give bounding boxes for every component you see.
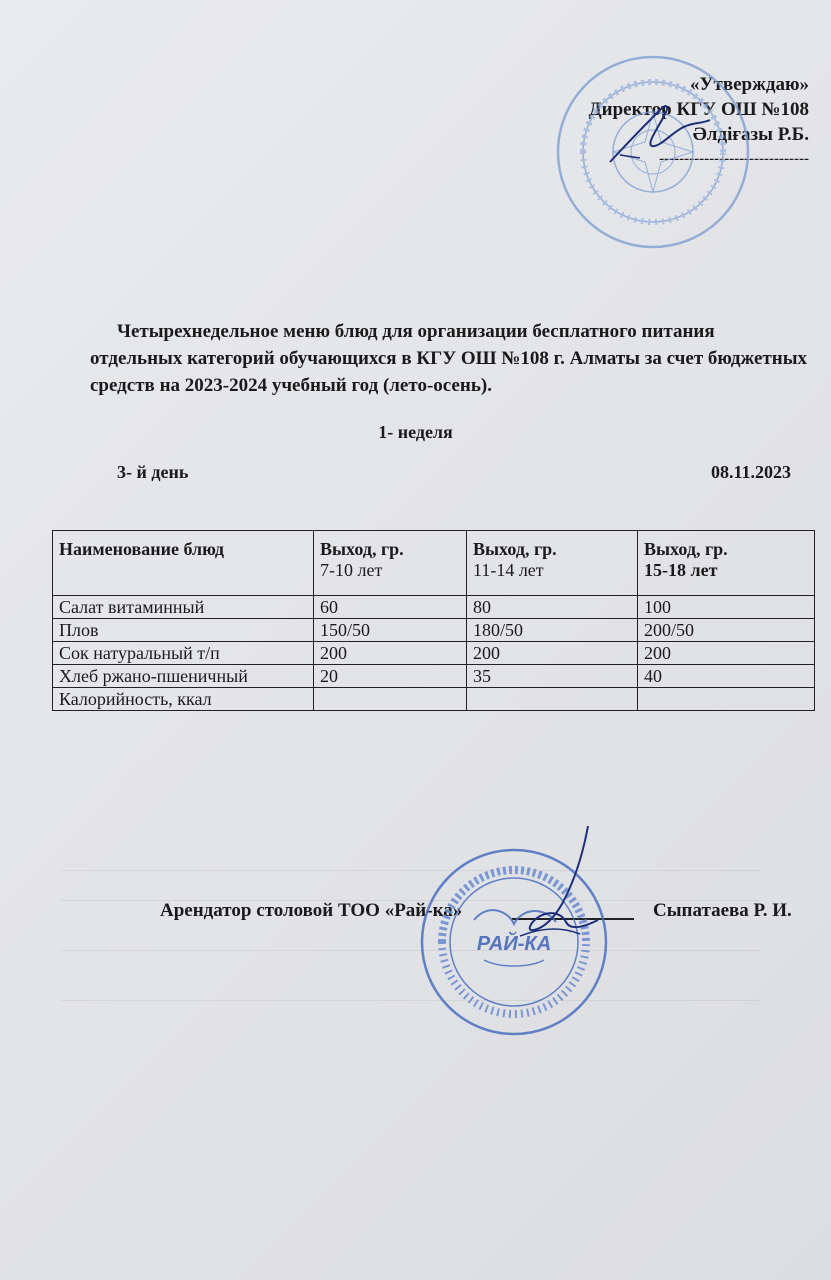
director-signature [600, 100, 720, 170]
approval-heading: «Утверждаю» [690, 74, 809, 95]
page-title: Четырехнедельное меню блюд для организации бесплатного питания отдельных категорий обучающихся в КГУ ОШ №108 г. Алматы за счет бюджетных средств на 2023-2024 учебный год (лето-осень). [90, 321, 808, 396]
table-row [53, 688, 815, 711]
table-row [53, 665, 815, 688]
output-15-18 [638, 688, 815, 711]
dish-name: Хлеб ржано-пшеничный [53, 665, 314, 688]
output-7-10: 20 [314, 665, 467, 688]
approval-position: Директор КГУ ОШ №108 [588, 99, 809, 120]
output-15-18: 200/50 [638, 619, 815, 642]
header-text: Выход, гр. [644, 539, 728, 559]
table-row [53, 596, 815, 619]
day-label: 3- й день [117, 462, 189, 482]
header-dish-name [53, 531, 314, 596]
output-11-14: 35 [467, 665, 638, 688]
output-11-14: 200 [467, 642, 638, 665]
output-11-14: 80 [467, 596, 638, 619]
header-output-15-18 [638, 531, 815, 596]
dish-name: Калорийность, ккал [53, 688, 314, 711]
dish-name: Сок натуральный т/п [53, 642, 314, 665]
table-row [53, 642, 815, 665]
approval-signature-line: ------------------------------ [659, 151, 809, 167]
dish-name: Плов [53, 619, 314, 642]
header-subtext: 7-10 лет [320, 560, 383, 580]
menu-date: 08.11.2023 [710, 462, 791, 482]
week-label: 1- неделя [378, 422, 453, 442]
output-7-10: 150/50 [314, 619, 467, 642]
header-text: Выход, гр. [320, 539, 404, 559]
output-15-18: 40 [638, 665, 815, 688]
output-7-10 [314, 688, 467, 711]
company-seal-text: РАЙ-КА [476, 933, 552, 955]
table-header-row [53, 531, 815, 596]
output-15-18: 200 [638, 642, 815, 665]
output-7-10: 60 [314, 596, 467, 619]
dish-name: Салат витаминный [53, 596, 314, 619]
approval-director-name: Әлдіғазы Р.Б. [692, 124, 809, 145]
header-output-11-14 [467, 531, 638, 596]
header-subtext: 11-14 лет [473, 560, 544, 580]
header-text: Выход, гр. [473, 539, 557, 559]
output-11-14 [467, 688, 638, 711]
header-output-7-10 [314, 531, 467, 596]
header-subtext: 15-18 лет [644, 560, 718, 580]
table-row [53, 619, 815, 642]
output-7-10: 200 [314, 642, 467, 665]
header-text: Наименование блюд [59, 539, 224, 559]
output-15-18: 100 [638, 596, 815, 619]
tenant-label: Арендатор столовой ТОО «Рай-ка» [160, 900, 463, 921]
menu-table [52, 530, 815, 711]
tenant-signature [500, 818, 610, 948]
tenant-representative-name: Сыпатаева Р. И. [653, 900, 792, 921]
output-11-14: 180/50 [467, 619, 638, 642]
